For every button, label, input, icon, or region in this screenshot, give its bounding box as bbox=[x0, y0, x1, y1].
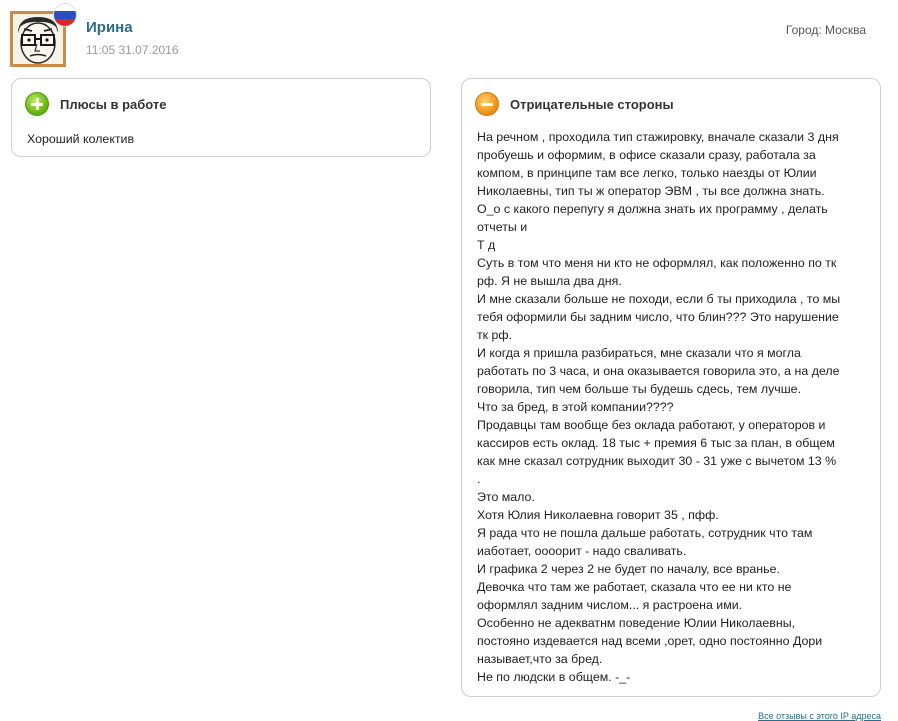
cons-line: Не по людски в общем. -_- bbox=[477, 670, 631, 684]
ip-reviews-link[interactable]: Все отзывы с этого IP адреса bbox=[758, 711, 881, 721]
cons-line: тк рф. bbox=[477, 328, 513, 342]
pros-text: Хороший колектив bbox=[27, 132, 135, 146]
plus-icon bbox=[25, 92, 49, 116]
cons-line: Что за бред, в этой компании???? bbox=[477, 400, 674, 414]
cons-line: И когда я пришла разбираться, мне сказали что я могла bbox=[477, 346, 801, 360]
cons-line: Т д bbox=[477, 238, 496, 252]
review-datetime: 11:05 31.07.2016 bbox=[86, 43, 179, 57]
cons-line: иаботает, оооорит - надо сваливать. bbox=[477, 544, 687, 558]
cons-line: На речном , проходила тип стажировку, вначале сказали 3 дня bbox=[477, 130, 839, 144]
cons-line: работать по 3 часа, и она оказывается говорила это, а на деле bbox=[477, 364, 840, 378]
minus-icon bbox=[475, 92, 499, 116]
cons-card bbox=[461, 78, 881, 697]
pros-header bbox=[25, 91, 167, 117]
cons-header bbox=[475, 91, 674, 117]
author-name[interactable]: Ирина bbox=[86, 19, 133, 36]
cons-line: постояно издевается над всеми ,орет, одно постоянно Дори bbox=[477, 634, 823, 648]
cons-line: И мне сказали больше не походи, если б ты приходила , то мы bbox=[477, 292, 841, 306]
cons-line: оформлял задним числом... я растроена ими. bbox=[477, 598, 743, 612]
cons-line: тебя оформили бы задним число, что блин??? Это нарушение bbox=[477, 310, 839, 324]
cons-line: говорила, тип чем больше ты будешь сдесь, тем лучше. bbox=[477, 382, 802, 396]
author-city: Город: Москва bbox=[785, 23, 866, 37]
pros-title: Плюсы в работе bbox=[60, 96, 167, 112]
cons-line: Я рада что не пошла дальше работать, сотрудник что там bbox=[477, 526, 813, 540]
cons-line: рф. Я не вышла два дня. bbox=[477, 274, 622, 288]
cons-line: называет,что за бред. bbox=[477, 652, 603, 666]
cons-line: . bbox=[477, 472, 481, 486]
cons-line: отчеты и bbox=[477, 220, 528, 234]
pros-card bbox=[11, 78, 431, 157]
cons-line: пробуешь и оформим, в офисе сказали сразу, работала за bbox=[477, 148, 816, 162]
cons-line: Особенно не адекватнм поведение Юлии Николаевны, bbox=[477, 616, 796, 630]
cons-line: Девочка что там же работает, сказала что ее ни кто не bbox=[477, 580, 792, 594]
cons-line: кассиров есть оклад. 18 тыс + премия 6 тыс за план, в общем bbox=[477, 436, 835, 450]
cons-line: как мне сказал сотрудник выходит 30 - 31 уже с вычетом 13 % bbox=[477, 454, 837, 468]
cons-line: И графика 2 через 2 не будет по началу, все вранье. bbox=[477, 562, 780, 576]
cons-line: Хотя Юлия Николаевна говорит 35 , пфф. bbox=[477, 508, 719, 522]
cons-line: Суть в том что меня ни кто не оформлял, как положенно по тк bbox=[477, 256, 837, 270]
cons-title: Отрицательные стороны bbox=[510, 96, 674, 112]
cons-text bbox=[477, 128, 866, 686]
cons-line: компом, в принципе там все легко, только наезды от Юлии bbox=[477, 166, 817, 180]
cons-line: Это мало. bbox=[477, 490, 535, 504]
cons-line: Николаевны, тип ты ж оператор ЭВМ , ты все должна знать. bbox=[477, 184, 825, 198]
cons-line: О_о с какого перепугу я должна знать их программу , делать bbox=[477, 202, 828, 216]
russia-flag-icon bbox=[53, 3, 77, 27]
cons-line: Продавцы там вообще без оклада работают, у операторов и bbox=[477, 418, 826, 432]
